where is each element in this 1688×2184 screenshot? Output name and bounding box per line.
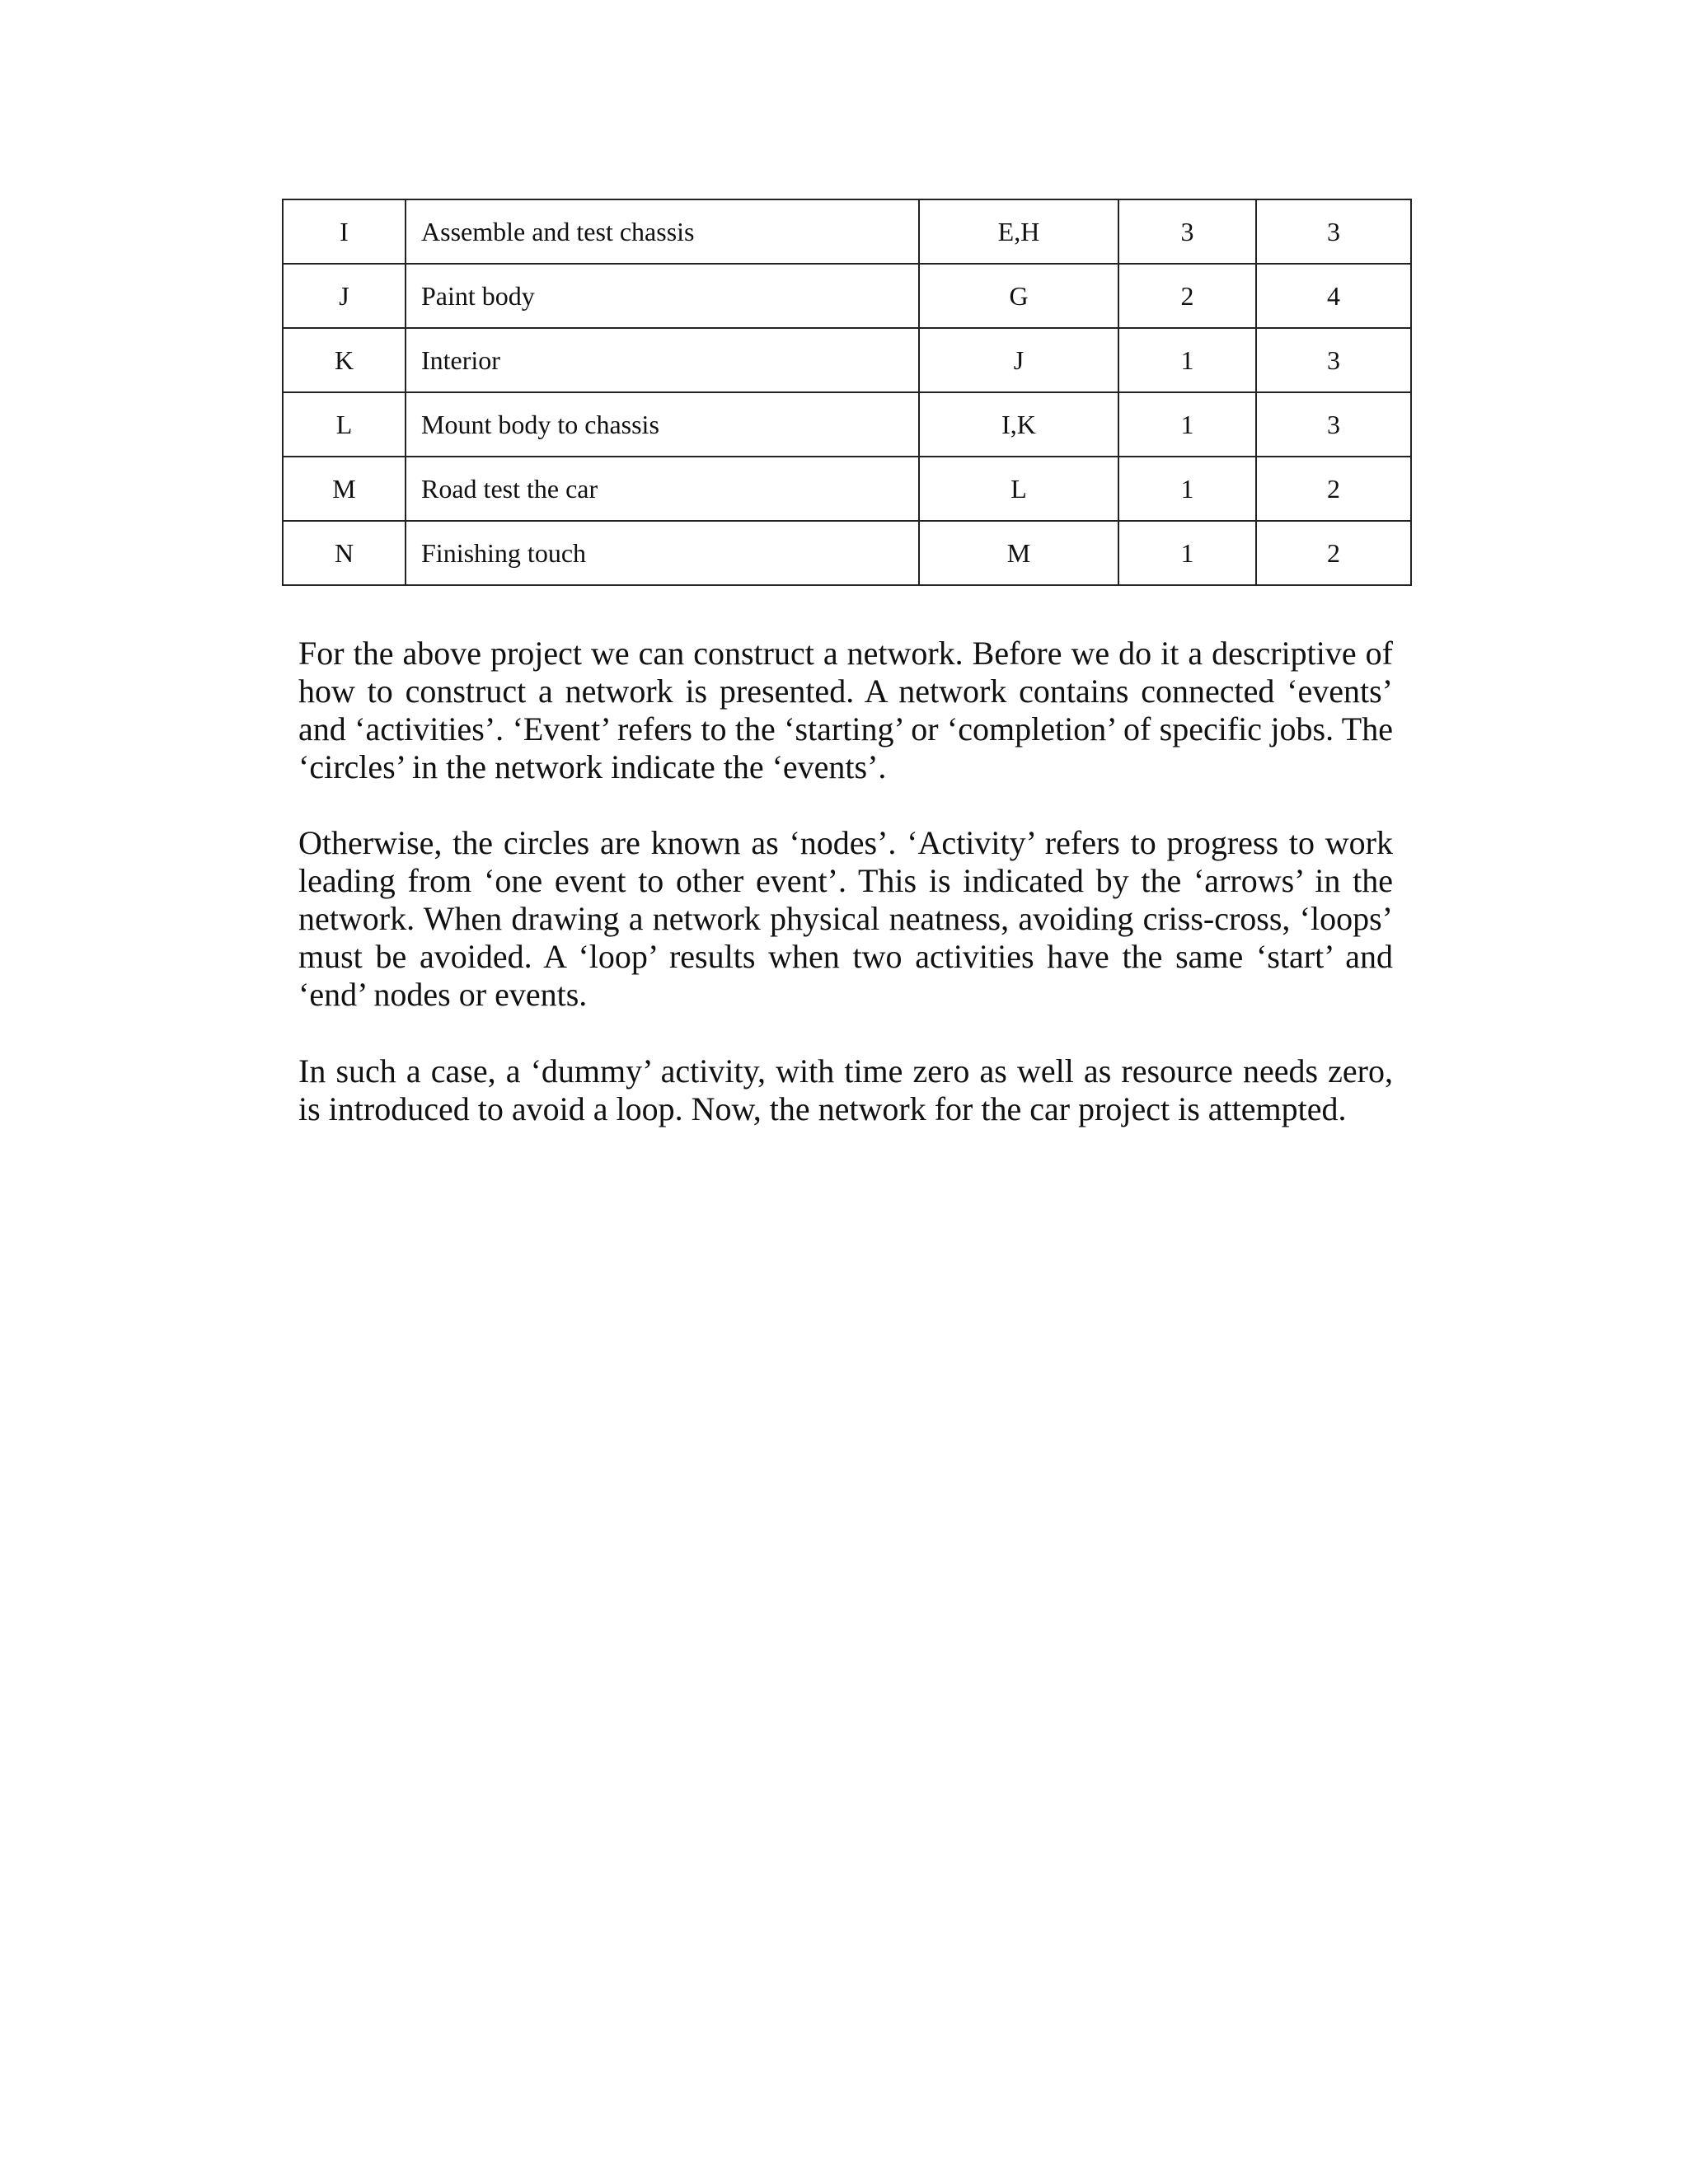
description-cell: Mount body to chassis	[406, 392, 919, 457]
value-cell: 1	[1118, 457, 1256, 521]
value-cell: 1	[1118, 328, 1256, 392]
activity-table	[282, 199, 1412, 586]
description-cell: Finishing touch	[406, 521, 919, 585]
value-cell: 1	[1118, 392, 1256, 457]
description-cell: Road test the car	[406, 457, 919, 521]
description-cell: Assemble and test chassis	[406, 199, 919, 264]
description-cell: Paint body	[406, 264, 919, 328]
value-cell: 3	[1118, 199, 1256, 264]
value-cell: 3	[1256, 328, 1411, 392]
activity-cell: K	[283, 328, 406, 392]
predecessor-cell: E,H	[919, 199, 1118, 264]
value-cell: 3	[1256, 199, 1411, 264]
predecessor-cell: J	[919, 328, 1118, 392]
activity-cell: L	[283, 392, 406, 457]
paragraph-nodes-activities: Otherwise, the circles are known as ‘nodes’. ‘Activity’ refers to progress to work leading from ‘one event to other event’. This is indicated by the ‘arrows’ in the network. When drawing a network physical neatness, avoiding criss-cross, ‘loops’ must be avoided. A ‘loop’ results when two activities have the same ‘start’ and ‘end’ nodes or events.	[298, 824, 1393, 1013]
predecessor-cell: M	[919, 521, 1118, 585]
table-row	[283, 199, 1411, 264]
value-cell: 1	[1118, 521, 1256, 585]
paragraph-dummy-activity: In such a case, a ‘dummy’ activity, with time zero as well as resource needs zero, is introduced to avoid a loop. Now, the network for the car project is attempted.	[298, 1052, 1393, 1127]
predecessor-cell: L	[919, 457, 1118, 521]
predecessor-cell: I,K	[919, 392, 1118, 457]
table-row	[283, 328, 1411, 392]
table-row	[283, 392, 1411, 457]
activity-cell: M	[283, 457, 406, 521]
table-row	[283, 457, 1411, 521]
activity-cell: I	[283, 199, 406, 264]
activity-cell: N	[283, 521, 406, 585]
activity-cell: J	[283, 264, 406, 328]
value-cell: 2	[1118, 264, 1256, 328]
value-cell: 4	[1256, 264, 1411, 328]
description-cell: Interior	[406, 328, 919, 392]
value-cell: 2	[1256, 457, 1411, 521]
value-cell: 3	[1256, 392, 1411, 457]
predecessor-cell: G	[919, 264, 1118, 328]
value-cell: 2	[1256, 521, 1411, 585]
table-row	[283, 264, 1411, 328]
paragraph-network-intro: For the above project we can construct a network. Before we do it a descriptive of how to construct a network is presented. A network contains connected ‘events’ and ‘activities’. ‘Event’ refers to the ‘starting’ or ‘completion’ of specific jobs. The ‘circles’ in the network indicate the ‘events’.	[298, 635, 1393, 785]
table-row	[283, 521, 1411, 585]
